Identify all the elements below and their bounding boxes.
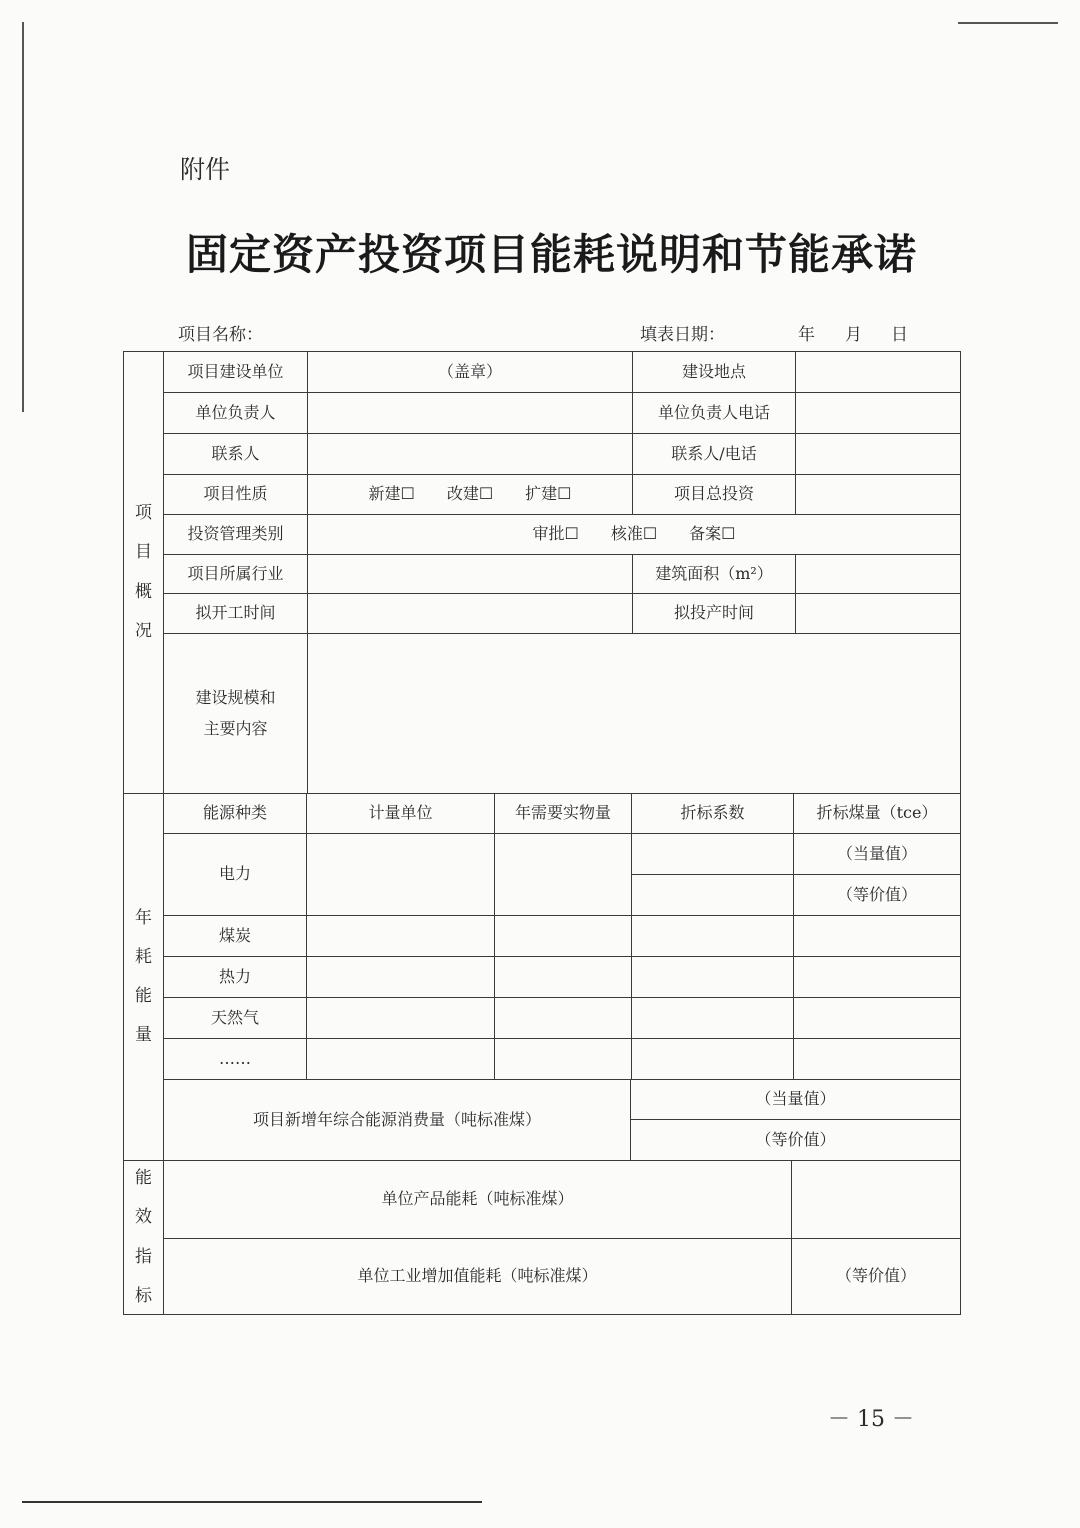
electricity-equal-price-field[interactable] bbox=[793, 874, 961, 916]
section-label-efficiency-char: 效 bbox=[135, 1207, 152, 1228]
section-label-energy-char: 年 bbox=[135, 907, 152, 928]
scan-edge-top bbox=[958, 22, 1058, 24]
energy-row-label bbox=[163, 1038, 307, 1080]
energy-value-field[interactable] bbox=[494, 1038, 632, 1080]
overview-row-label2 bbox=[632, 593, 796, 634]
overview-row-label bbox=[163, 593, 308, 634]
overview-value2-field[interactable] bbox=[795, 392, 961, 434]
overview-row-label2-text: 单位负责人电话 bbox=[657, 402, 770, 422]
energy-header-cell-text: 折标系数 bbox=[680, 803, 745, 823]
section-label-overview-char: 况 bbox=[135, 620, 152, 641]
overview-row-label bbox=[163, 633, 308, 794]
energy-value-field[interactable] bbox=[793, 997, 961, 1039]
project-name-field[interactable] bbox=[270, 318, 610, 344]
overview-row-label2 bbox=[632, 392, 796, 434]
electricity-equivalent-field-text: （当量值） bbox=[836, 843, 917, 863]
unit-industrial-field-text: （等价值） bbox=[835, 1266, 916, 1286]
unit-seal-field-text: （盖章） bbox=[437, 361, 502, 381]
energy-value-field[interactable] bbox=[494, 915, 632, 957]
section-label-efficiency-char: 指 bbox=[135, 1246, 152, 1267]
overview-value-field[interactable] bbox=[307, 593, 633, 634]
energy-value-field[interactable] bbox=[793, 915, 961, 957]
investment-category-checkboxes-text: 审批☐ 核准☐ 备案☐ bbox=[532, 524, 736, 544]
energy-quantity-field[interactable] bbox=[494, 833, 632, 916]
overview-value-field[interactable] bbox=[307, 554, 633, 594]
energy-value-field[interactable] bbox=[306, 915, 495, 957]
section-label-energy-char: 量 bbox=[135, 1025, 152, 1046]
overview-row-label-text: 拟开工时间 bbox=[195, 603, 276, 623]
overview-row-label2 bbox=[632, 474, 796, 515]
section-label-efficiency bbox=[123, 1160, 164, 1315]
energy-row-label-text: 煤炭 bbox=[218, 925, 251, 945]
overview-row-label bbox=[163, 392, 308, 434]
overview-row-label2-text: 建筑面积（m²） bbox=[655, 563, 773, 583]
overview-value2-field[interactable] bbox=[795, 593, 961, 634]
total-consumption-label bbox=[163, 1079, 631, 1161]
overview-row-label bbox=[163, 554, 308, 594]
section-label-overview-char: 目 bbox=[135, 542, 152, 563]
overview-row-label2 bbox=[632, 433, 796, 475]
page-title: 固定资产投资项目能耗说明和节能承诺 bbox=[186, 230, 918, 279]
overview-value2-field[interactable] bbox=[795, 433, 961, 475]
energy-header-cell-text: 计量单位 bbox=[368, 803, 433, 823]
overview-row-label bbox=[163, 351, 308, 393]
energy-row-label bbox=[163, 833, 307, 916]
overview-row-label2-text: 建设地点 bbox=[681, 361, 746, 381]
overview-value2-field[interactable] bbox=[795, 351, 961, 393]
overview-row-label-text: 单位负责人 bbox=[195, 402, 276, 422]
construction-scale-field[interactable] bbox=[307, 633, 961, 794]
date-year: 年 bbox=[798, 325, 815, 345]
energy-row-label-text: …… bbox=[219, 1048, 251, 1068]
energy-header-cell-text: 能源种类 bbox=[202, 803, 267, 823]
energy-row-label-text: 天然气 bbox=[210, 1007, 259, 1027]
energy-value-field[interactable] bbox=[306, 1038, 495, 1080]
energy-coefficient-field[interactable] bbox=[631, 833, 794, 875]
section-label-efficiency-char: 能 bbox=[135, 1168, 152, 1189]
energy-value-field[interactable] bbox=[631, 956, 794, 998]
overview-value-field[interactable] bbox=[307, 433, 633, 475]
energy-header-cell-text: 折标煤量（tce） bbox=[816, 803, 938, 823]
energy-value-field[interactable] bbox=[631, 997, 794, 1039]
energy-value-field[interactable] bbox=[631, 1038, 794, 1080]
overview-row-label2 bbox=[632, 351, 796, 393]
energy-row-label bbox=[163, 956, 307, 998]
overview-row-label bbox=[163, 474, 308, 515]
section-label-energy-char: 能 bbox=[135, 986, 152, 1006]
project-nature-checkboxes[interactable] bbox=[307, 474, 633, 515]
overview-row-label2 bbox=[632, 554, 796, 594]
total-consumption-label-text: 项目新增年综合能源消费量（吨标准煤） bbox=[252, 1109, 541, 1129]
energy-header-cell bbox=[163, 793, 307, 834]
energy-row-label bbox=[163, 997, 307, 1039]
electricity-equivalent-field[interactable] bbox=[793, 833, 961, 875]
overview-row-label bbox=[163, 514, 308, 555]
unit-industrial-field[interactable] bbox=[791, 1238, 961, 1315]
section-label-efficiency-char: 标 bbox=[135, 1285, 152, 1306]
energy-header-cell bbox=[631, 793, 794, 834]
energy-row-label-text: 电力 bbox=[218, 864, 251, 884]
overview-row-label-text: 项目建设单位 bbox=[187, 361, 284, 381]
section-label-overview bbox=[123, 351, 164, 794]
overview-row-label2-text: 项目总投资 bbox=[673, 484, 754, 504]
energy-header-cell bbox=[793, 793, 961, 834]
overview-row-label-text: 项目所属行业 bbox=[187, 563, 284, 583]
section-label-energy-char: 耗 bbox=[135, 946, 152, 967]
overview-row-label-text: 投资管理类别 bbox=[187, 524, 284, 544]
overview-value2-field[interactable] bbox=[795, 474, 961, 515]
total-equal-price-field-text: （等价值） bbox=[755, 1129, 836, 1149]
overview-row-label2-text: 联系人/电话 bbox=[671, 443, 757, 463]
energy-header-cell bbox=[306, 793, 495, 834]
energy-coefficient-field[interactable] bbox=[631, 874, 794, 916]
energy-value-field[interactable] bbox=[494, 956, 632, 998]
energy-value-field[interactable] bbox=[306, 997, 495, 1039]
energy-header-cell-text: 年需要实物量 bbox=[514, 803, 611, 823]
scan-edge-bottom bbox=[22, 1501, 482, 1503]
electricity-equal-price-field-text: （等价值） bbox=[836, 884, 917, 904]
overview-value2-field[interactable] bbox=[795, 554, 961, 594]
overview-row-label-text: 联系人 bbox=[211, 443, 260, 463]
fill-date-label: 填表日期： bbox=[640, 325, 725, 345]
energy-row-label-text: 热力 bbox=[218, 966, 251, 986]
energy-value-field[interactable] bbox=[793, 1038, 961, 1080]
unit-industrial-label-text: 单位工业增加值能耗（吨标准煤） bbox=[357, 1266, 598, 1286]
unit-product-label-text: 单位产品能耗（吨标准煤） bbox=[381, 1189, 574, 1209]
date-month: 月 bbox=[845, 325, 862, 345]
total-equivalent-field-text: （当量值） bbox=[755, 1089, 836, 1109]
overview-row-label-text: 项目性质 bbox=[203, 484, 268, 504]
energy-unit-field[interactable] bbox=[306, 833, 495, 916]
page-number: － 15 － bbox=[828, 1407, 914, 1432]
section-label-energy bbox=[123, 793, 164, 1161]
total-equal-price-field[interactable] bbox=[630, 1119, 961, 1161]
project-nature-checkboxes-text: 新建☐ 改建☐ 扩建☐ bbox=[368, 484, 572, 504]
overview-value-field[interactable] bbox=[307, 392, 633, 434]
energy-value-field[interactable] bbox=[793, 956, 961, 998]
unit-industrial-label bbox=[163, 1238, 792, 1315]
overview-row-label2-text: 拟投产时间 bbox=[673, 603, 754, 623]
investment-category-checkboxes[interactable] bbox=[307, 514, 961, 555]
overview-row-label-text: 建设规模和 主要内容 bbox=[195, 688, 276, 738]
unit-product-field[interactable] bbox=[791, 1160, 961, 1239]
energy-header-cell bbox=[494, 793, 632, 834]
energy-value-field[interactable] bbox=[306, 956, 495, 998]
project-name-label: 项目名称： bbox=[178, 325, 263, 345]
energy-value-field[interactable] bbox=[494, 997, 632, 1039]
energy-value-field[interactable] bbox=[631, 915, 794, 957]
scan-edge-left bbox=[22, 22, 24, 412]
total-equivalent-field[interactable] bbox=[630, 1079, 961, 1120]
overview-row-label bbox=[163, 433, 308, 475]
section-label-overview-char: 项 bbox=[135, 503, 152, 524]
unit-product-label bbox=[163, 1160, 792, 1239]
attachment-label: 附件 bbox=[180, 155, 231, 184]
energy-row-label bbox=[163, 915, 307, 957]
section-label-overview-char: 概 bbox=[135, 581, 152, 602]
date-day: 日 bbox=[891, 325, 908, 345]
unit-seal-field[interactable] bbox=[307, 351, 633, 393]
